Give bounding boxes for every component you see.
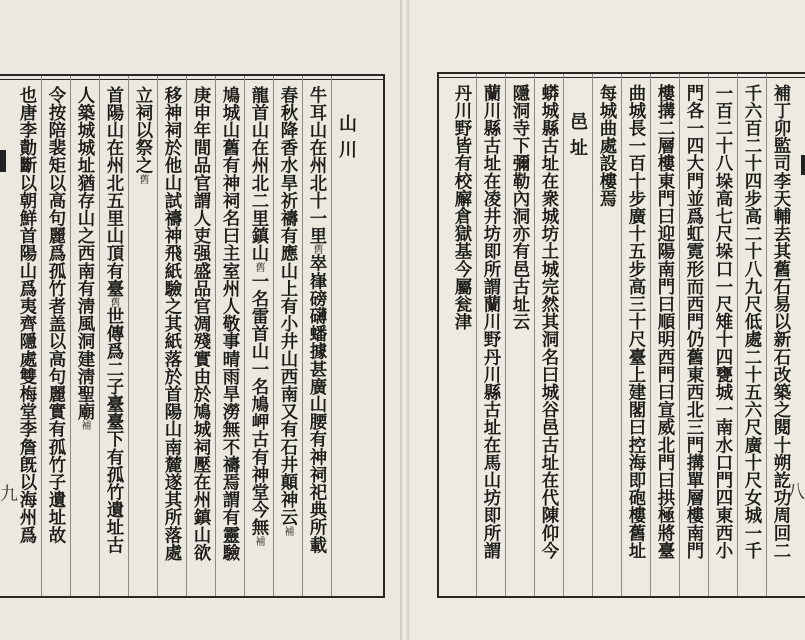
right-edge-tab xyxy=(801,155,805,175)
column-text: 令按陪裴矩以高句麗爲孤竹者盖以高句麗實有孤竹子遺址故 xyxy=(45,86,65,544)
text-column xyxy=(276,86,298,536)
column-text: 一名雷首山一名鳩岬古有神堂今無 xyxy=(248,272,268,536)
column-text: 牛耳山在州北十一里 xyxy=(306,86,326,245)
column-text: 庚申年間品官謂人吏强盛品官凋殘實由於鳩城祠壓在州鎮山欲 xyxy=(190,86,210,562)
column-text: 隱洞寺下彌勒內洞亦有邑古址云 xyxy=(509,84,529,331)
column-text: 立祠以祭之 xyxy=(132,86,152,174)
column-text: 移神祠於他山試禱神飛紙驗之其紙落於首陽山南麓遂其所落處 xyxy=(161,86,181,562)
column-text: 龍首山在州北二里鎮山 xyxy=(248,86,268,262)
column-rule xyxy=(708,74,709,596)
column-text: 世傳爲二子臺臺下有孤竹遺址古 xyxy=(103,307,123,554)
text-column xyxy=(624,84,646,559)
text-column xyxy=(305,86,327,554)
text-column xyxy=(479,84,501,559)
text-column xyxy=(711,84,733,559)
section-heading xyxy=(566,112,588,164)
annotation-mark: 舊 xyxy=(108,297,119,308)
column-rule xyxy=(157,76,158,596)
column-rule xyxy=(534,74,535,596)
text-column xyxy=(653,84,675,559)
column-text: 曲城長一百十步廣十五步高三十尺臺上建閣曰控海即砲樓舊址 xyxy=(625,84,645,560)
column-rule xyxy=(505,74,506,596)
annotation-mark: 補 xyxy=(79,420,90,431)
annotation-mark: 補 xyxy=(253,536,264,546)
annotation-mark: 舊 xyxy=(311,244,322,255)
column-text: 樓搆二層樓東門曰迎陽南門曰順明西門曰宣威北門曰拱極將臺 xyxy=(654,84,674,560)
left-margin-folio: 九 xyxy=(0,484,18,505)
column-text: 山川 xyxy=(336,114,357,166)
text-column xyxy=(189,86,211,561)
column-rule xyxy=(186,76,187,596)
text-column xyxy=(160,86,182,561)
text-column xyxy=(595,84,617,207)
column-text: 也唐李勣斷以朝鮮首陽山爲夷齊隱處雙梅堂李詹旣以海州爲 xyxy=(16,86,36,544)
left-text-frame xyxy=(0,74,385,598)
column-text: 蟒城縣古址在衆城坊土城完然其洞名曰城谷邑古址在代陳仰今 xyxy=(538,84,558,560)
right-text-frame xyxy=(437,72,805,598)
column-rule xyxy=(563,74,564,596)
left-frame-inner-rule xyxy=(0,79,383,80)
column-rule xyxy=(331,76,332,596)
column-text: 鳩城山舊有神祠名曰主室州人敬事晴雨旱澇無不禱焉謂有靈驗 xyxy=(219,86,239,562)
column-text: 補丁卯監司李天輔去其舊石易以新石改築之閱十朔訖功周回二 xyxy=(770,84,790,560)
text-column xyxy=(73,86,95,430)
left-page xyxy=(0,0,400,640)
column-rule xyxy=(679,74,680,596)
column-text: 每城曲處設樓焉 xyxy=(596,84,616,208)
text-column xyxy=(450,84,472,330)
book-gutter xyxy=(400,0,409,640)
annotation-mark: 補 xyxy=(282,526,293,536)
column-rule xyxy=(621,74,622,596)
column-text: 門各一四大門並爲虹霓形而西門仍舊東西北三門搆單層樓南門 xyxy=(683,84,703,560)
column-text: 崒嵂磅礴蟠據甚廣山腰有神祠祀典所載 xyxy=(306,254,326,554)
column-text: 蘭川縣古址在凌井坊即所謂蘭川野丹川縣古址在馬山坊即所謂 xyxy=(480,84,500,560)
column-rule xyxy=(737,74,738,596)
column-rule xyxy=(476,74,477,596)
section-heading xyxy=(335,114,357,166)
column-rule xyxy=(592,74,593,596)
column-text: 一百二十八垛高七尺垛口一尺雉十四甕城一南水口門四東西小 xyxy=(712,84,732,560)
text-column xyxy=(15,86,37,544)
annotation-mark: 舊 xyxy=(253,262,264,272)
text-column xyxy=(44,86,66,544)
column-rule xyxy=(215,76,216,596)
column-text: 人築城城址猶存山之西南有淸風洞建淸聖廟 xyxy=(74,86,94,421)
column-rule xyxy=(273,76,274,596)
column-text: 首陽山在州北五里山頂有臺 xyxy=(103,86,123,298)
text-column xyxy=(102,86,124,554)
text-column xyxy=(247,86,269,546)
right-page xyxy=(409,0,805,640)
text-column xyxy=(682,84,704,559)
column-rule xyxy=(70,76,71,596)
text-column xyxy=(218,86,240,561)
text-column xyxy=(740,84,762,559)
column-text: 丹川野皆有校廨倉獄基今屬瓮津 xyxy=(451,84,471,331)
text-column xyxy=(537,84,559,559)
column-rule xyxy=(244,76,245,596)
column-rule xyxy=(302,76,303,596)
column-text: 千六百二十四步高二十八九尺低處二十五六尺廣十尺女城一千 xyxy=(741,84,761,560)
column-text: 邑址 xyxy=(567,112,588,164)
column-rule xyxy=(99,76,100,596)
column-rule xyxy=(650,74,651,596)
right-frame-inner-rule xyxy=(439,77,805,78)
text-column xyxy=(131,86,153,184)
column-rule xyxy=(128,76,129,596)
column-text: 春秋降香水旱祈禱有應山上有小井山西南又有石井顛神云 xyxy=(277,86,297,526)
text-column xyxy=(508,84,530,330)
left-edge-tab xyxy=(0,150,6,172)
column-rule xyxy=(766,74,767,596)
right-margin-folio: 八 xyxy=(787,482,805,503)
column-rule xyxy=(41,76,42,596)
annotation-mark: 舊 xyxy=(137,174,148,184)
